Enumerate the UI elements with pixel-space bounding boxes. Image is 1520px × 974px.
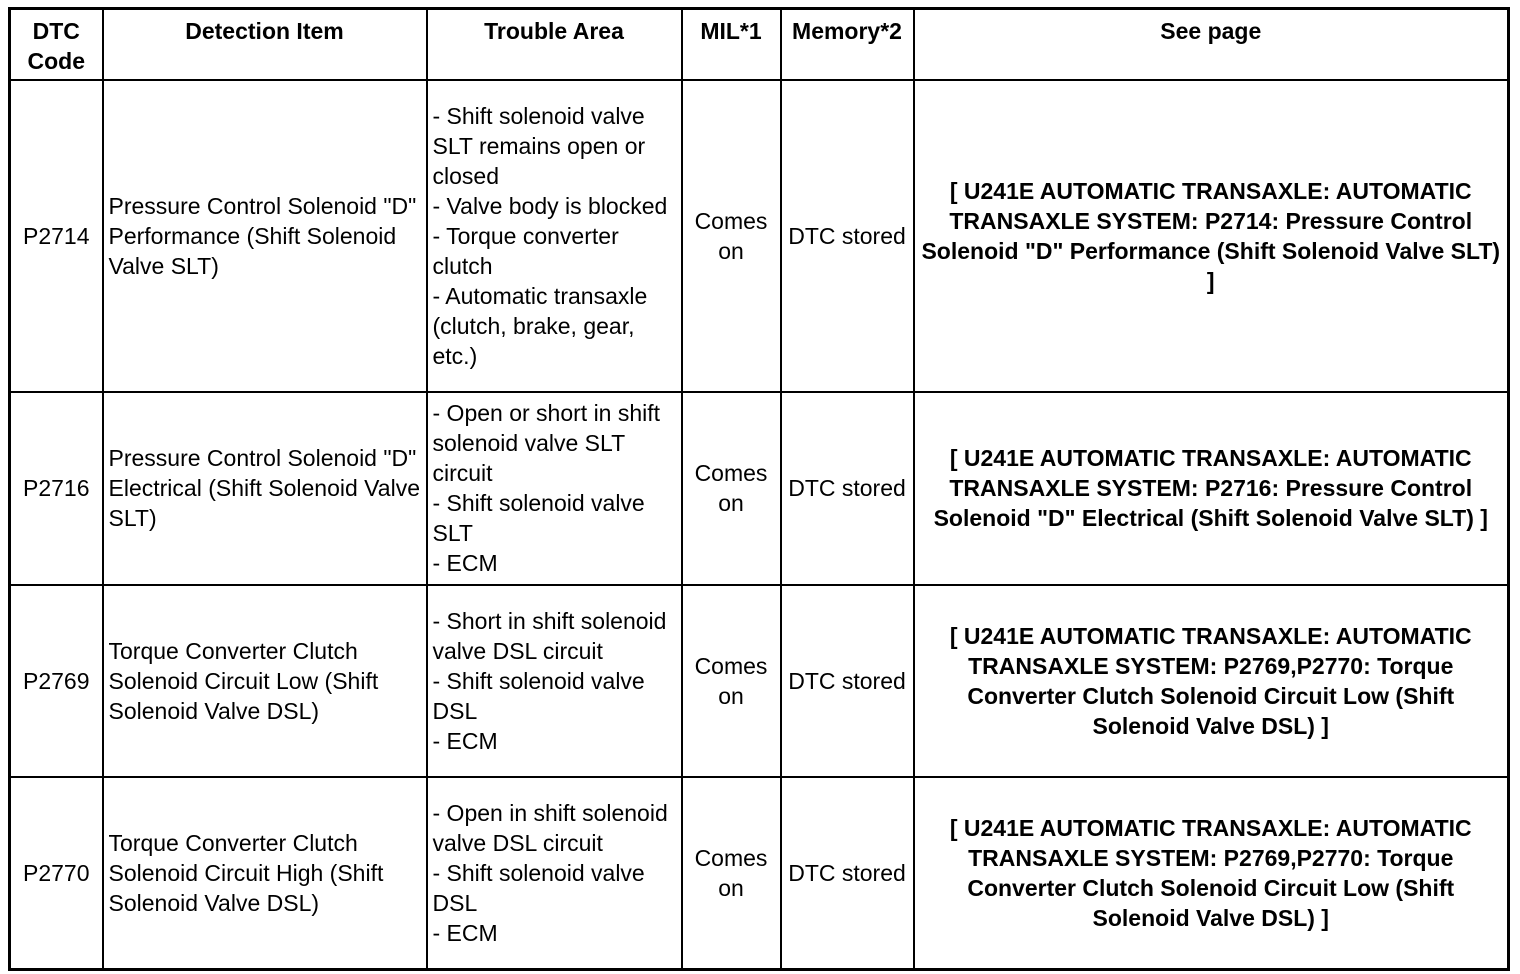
trouble-area-line: - Shift solenoid valve SLT (432, 490, 645, 546)
header-see-page: See page (914, 9, 1509, 80)
see-page-reference: [ U241E AUTOMATIC TRANSAXLE: AUTOMATIC TRANSAXLE SYSTEM: P2714: Pressure Control Solenoid "D" Performance (Shift Solenoid Valve SLT) ] (914, 80, 1509, 392)
trouble-area-line: - Open in shift solenoid valve DSL circuit (432, 799, 668, 856)
mil-status: Comes on (682, 80, 781, 392)
trouble-area-line: - Torque converter clutch (432, 222, 619, 279)
trouble-area-line: - ECM (432, 550, 498, 576)
dtc-code: P2770 (10, 777, 103, 970)
dtc-code: P2716 (10, 392, 103, 585)
trouble-area-line: - Short in shift solenoid valve DSL circuit (432, 607, 667, 664)
trouble-area-line: - ECM (432, 919, 498, 946)
header-mil: MIL*1 (682, 9, 781, 80)
trouble-area (427, 392, 682, 585)
memory-status: DTC stored (781, 777, 914, 970)
dtc-table (8, 7, 1510, 971)
header-trouble-area: Trouble Area (427, 9, 682, 80)
trouble-area-line: - Automatic transaxle (clutch, brake, gear, etc.) (432, 282, 648, 369)
memory-status: DTC stored (781, 80, 914, 392)
see-page-reference: [ U241E AUTOMATIC TRANSAXLE: AUTOMATIC TRANSAXLE SYSTEM: P2769,P2770: Torque Converter Clutch Solenoid Circuit Low (Shift Solenoid Valve DSL) ] (914, 585, 1509, 777)
mil-status: Comes on (682, 392, 781, 585)
detection-item: Pressure Control Solenoid "D" Performance (Shift Solenoid Valve SLT) (103, 80, 427, 392)
trouble-area (427, 777, 682, 970)
memory-status: DTC stored (781, 585, 914, 777)
trouble-area-line: - Shift solenoid valve DSL (432, 859, 645, 916)
trouble-area-line: - Open or short in shift solenoid valve SLT circuit (432, 400, 661, 486)
header-row (10, 9, 1509, 80)
memory-status: DTC stored (781, 392, 914, 585)
detection-item: Torque Converter Clutch Solenoid Circuit High (Shift Solenoid Valve DSL) (103, 777, 427, 970)
header-detection-item: Detection Item (103, 9, 427, 80)
table-row (10, 392, 1509, 585)
header-memory: Memory*2 (781, 9, 914, 80)
trouble-area-line: - Shift solenoid valve DSL (432, 667, 645, 724)
see-page-reference: [ U241E AUTOMATIC TRANSAXLE: AUTOMATIC TRANSAXLE SYSTEM: P2769,P2770: Torque Converter Clutch Solenoid Circuit Low (Shift Solenoid Valve DSL) ] (914, 777, 1509, 970)
trouble-area-line: - Shift solenoid valve SLT remains open or closed (432, 102, 646, 189)
see-page-reference: [ U241E AUTOMATIC TRANSAXLE: AUTOMATIC TRANSAXLE SYSTEM: P2716: Pressure Control Solenoid "D" Electrical (Shift Solenoid Valve SLT) ] (914, 392, 1509, 585)
dtc-code: P2769 (10, 585, 103, 777)
detection-item: Pressure Control Solenoid "D" Electrical (Shift Solenoid Valve SLT) (103, 392, 427, 585)
table-row (10, 777, 1509, 970)
table-row (10, 80, 1509, 392)
trouble-area-line: - ECM (432, 727, 498, 754)
trouble-area (427, 80, 682, 392)
mil-status: Comes on (682, 777, 781, 970)
detection-item: Torque Converter Clutch Solenoid Circuit Low (Shift Solenoid Valve DSL) (103, 585, 427, 777)
mil-status: Comes on (682, 585, 781, 777)
dtc-code: P2714 (10, 80, 103, 392)
header-dtc-code: DTC Code (10, 9, 103, 80)
trouble-area (427, 585, 682, 777)
trouble-area-line: - Valve body is blocked (432, 192, 668, 219)
table-row (10, 585, 1509, 777)
